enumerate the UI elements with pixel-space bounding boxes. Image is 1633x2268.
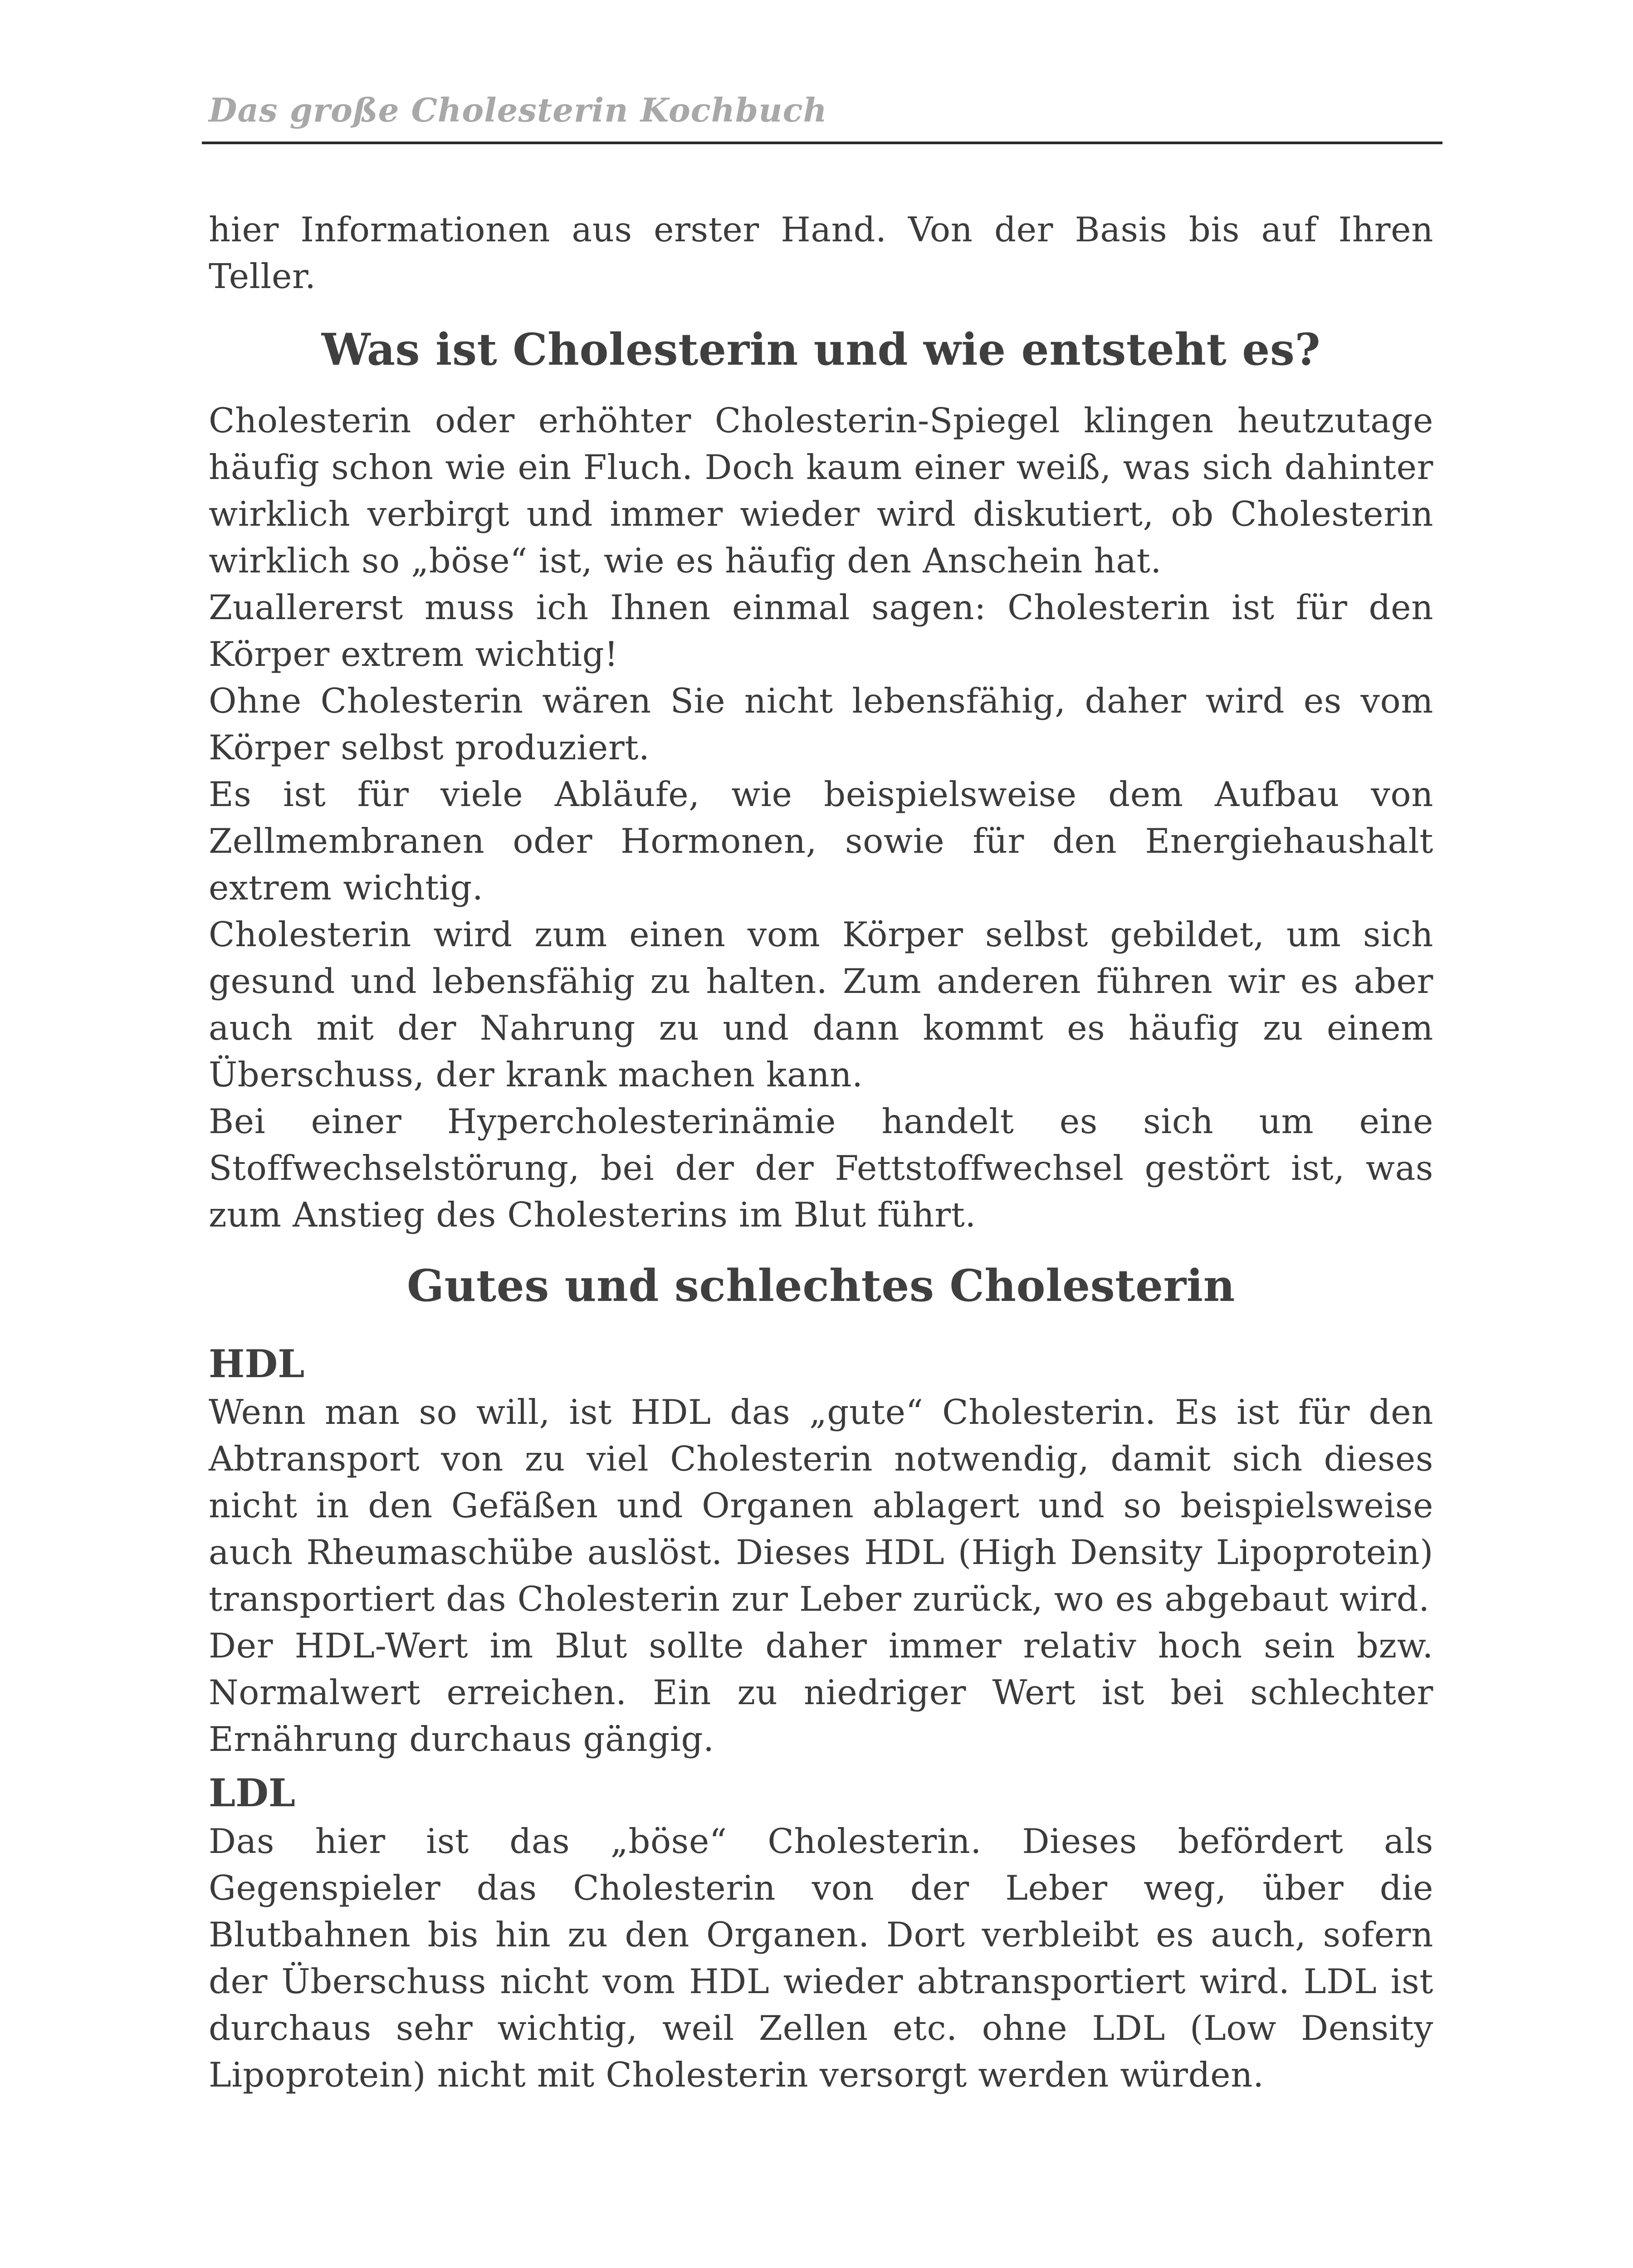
section-heading-cholesterin: Was ist Cholesterin und wie entsteht es? — [321, 324, 1321, 375]
page-body — [209, 206, 1433, 2098]
section-heading-good-bad: Gutes und schlechtes Cholesterin — [407, 1260, 1235, 1311]
paragraph: Das hier ist das „böse“ Cholesterin. Dieses befördert als Gegenspieler das Cholesterin von der Leber weg, über die Blutbahnen bis hin zu den Organen. Dort verbleibt es auch, sofern der Überschuss nicht vom HDL wieder abtransportiert wird. LDL ist durchaus sehr wichtig, weil Zellen etc. ohne LDL (Low Density Lipoprotein) nicht mit Cholesterin versorgt werden würden. — [209, 1821, 1433, 2095]
paragraph: Zuallererst muss ich Ihnen einmal sagen: Cholesterin ist für den Körper extrem wichtig! — [209, 587, 1433, 674]
subheading-ldl: LDL — [209, 1770, 295, 1815]
paragraph: Ohne Cholesterin wären Sie nicht lebensfähig, daher wird es vom Körper selbst produziert. — [209, 681, 1433, 767]
paragraph: Bei einer Hypercholesterinämie handelt es sich um eine Stoffwechselstörung, bei der der Fettstoffwechsel gestört ist, was zum Anstieg des Cholesterins im Blut führt. — [209, 1101, 1433, 1235]
paragraph: Es ist für viele Abläufe, wie beispielsweise dem Aufbau von Zellmembranen oder Hormonen, sowie für den Energiehaushalt extrem wichtig. — [209, 774, 1433, 908]
subheading-hdl: HDL — [209, 1341, 305, 1386]
paragraph: Cholesterin wird zum einen vom Körper selbst gebildet, um sich gesund und lebensfähig zu halten. Zum anderen führen wir es aber auch mit der Nahrung zu und dann kommt es häufig zu einem Überschuss, der krank machen kann. — [209, 914, 1433, 1095]
intro-paragraph: hier Informationen aus erster Hand. Von der Basis bis auf Ihren Teller. — [209, 210, 1433, 296]
paragraph: Cholesterin oder erhöhter Cholesterin-Spiegel klingen heutzutage häufig schon wie ein Fluch. Doch kaum einer weiß, was sich dahinter wirklich verbirgt und immer wieder wird diskutiert, ob Cholesterin wirklich so „böse“ ist, wie es häufig den Anschein hat. — [209, 401, 1433, 581]
paragraph: Der HDL-Wert im Blut sollte daher immer relativ hoch sein bzw. Normalwert erreichen. Ein zu niedriger Wert ist bei schlechter Ernährung durchaus gängig. — [209, 1626, 1433, 1759]
paragraph: Wenn man so will, ist HDL das „gute“ Cholesterin. Es ist für den Abtransport von zu viel Cholesterin notwendig, damit sich dieses nicht in den Gefäßen und Organen ablagert und so beispielsweise auch Rheumaschübe auslöst. Dieses HDL (High Density Lipoprotein) transportiert das Cholesterin zur Leber zurück, wo es abgebaut wird. — [209, 1392, 1433, 1619]
running-header-title: Das große Cholesterin Kochbuch — [209, 91, 827, 129]
header-divider — [202, 142, 1442, 144]
